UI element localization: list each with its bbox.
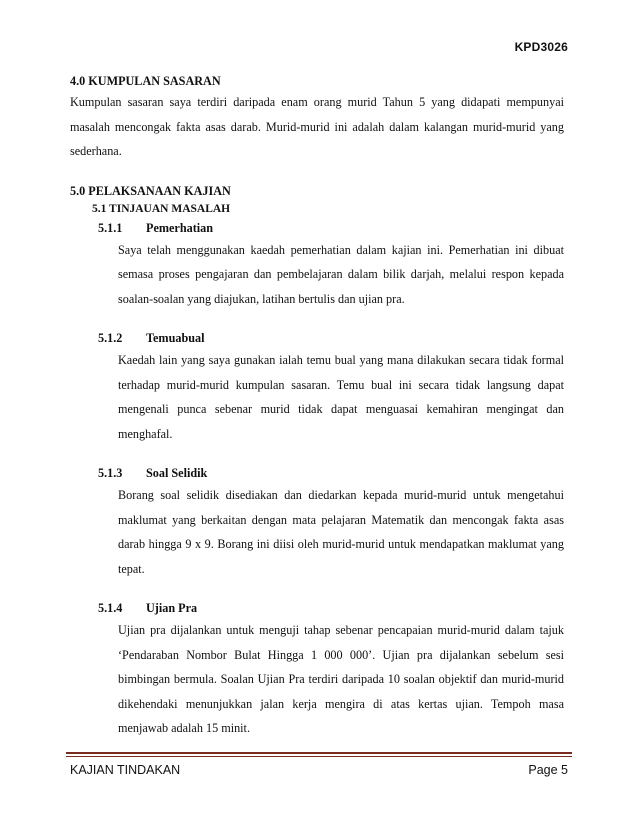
footer-divider [66,752,572,754]
subsection-heading [98,598,564,618]
subsection-heading [98,463,564,483]
subsection-number: 5.1.2 [98,331,123,345]
section-4-paragraph: Kumpulan sasaran saya terdiri daripada enam orang murid Tahun 5 yang didapati mempunyai masalah mencongak fakta asas darab. Murid-murid ini adalah dalam kalangan murid-murid yang sederhana. [70,95,564,158]
subsection-title: Pemerhatian [146,220,214,235]
course-code-header: KPD3026 [514,40,568,54]
subsection-body: Saya telah menggunakan kaedah pemerhatian dalam kajian ini. Pemerhatian ini dibuat semasa proses pengajaran dan pembelajaran dalam bilik darjah, melalui respon kepada soalan-soalan yang diajukan, latihan bertulis dan ujian pra. [118,242,564,306]
section-5-1-subtitle: 5.1 TINJAUAN MASALAH [92,202,231,215]
page-number: Page 5 [528,763,568,777]
subsection-body: Kaedah lain yang saya gunakan ialah temu bual yang mana dilakukan secara tidak formal terhadap murid-murid kumpulan sasaran. Temu bual ini secara tidak langsung dapat mengenali punca sebenar murid tidak dapat menguasai kemahiran mengingat dan menghafal. [118,353,564,441]
subsection-title: Ujian Pra [146,601,198,615]
footer-divider-thin [66,756,572,757]
subsection-title: Temuabual [146,331,205,345]
subsection-heading [98,328,564,348]
subsection-5-1-1 [98,218,564,312]
subsection-title: Soal Selidik [146,466,208,480]
subsection-number: 5.1.4 [98,601,123,615]
subsection-5-1-2 [98,328,564,446]
subsection-heading [98,218,564,238]
section-4-title: 4.0 KUMPULAN SASARAN [70,74,221,88]
page-content [70,72,564,741]
subsection-5-1-4 [98,598,564,741]
subsection-number: 5.1.1 [98,220,123,235]
subsection-body: Ujian pra dijalankan untuk menguji tahap sebenar pencapaian murid-murid dalam tajuk ‘Pendaraban Nombor Bulat Hingga 1 000 000’. Ujian pra dijalankan sebelum sesi bimbingan bermula. Soalan Ujian Pra terdiri daripada 10 soalan objektif dan murid-murid dikehendaki menunjukkan jalan kerja mengira di atas kertas ujian. Tempoh masa menjawab adalah 15 minit. [118,623,564,735]
footer-title: KAJIAN TINDAKAN [70,763,181,777]
section-5-title: 5.0 PELAKSANAAN KAJIAN [70,183,231,198]
subsection-5-1-3 [98,463,564,581]
subsection-body: Borang soal selidik disediakan dan diedarkan kepada murid-murid untuk mengetahui maklumat yang berkaitan dengan mata pelajaran Matematik dan mencongak fakta asas darab hingga 9 x 9. Borang ini diisi oleh murid-murid untuk mendapatkan maklumat yang tepat. [118,488,564,576]
subsection-number: 5.1.3 [98,466,123,480]
